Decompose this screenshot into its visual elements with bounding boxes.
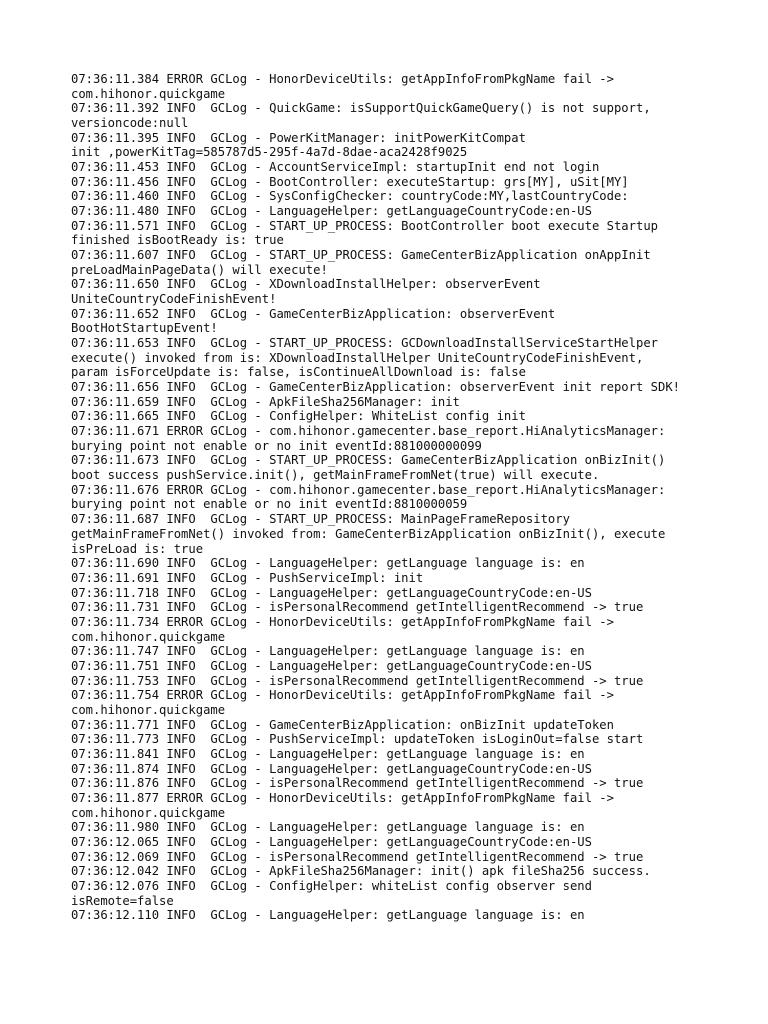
log-line: 07:36:11.671 ERROR GCLog - com.hihonor.gamecenter.base_report.HiAnalyticsManager:: [71, 424, 666, 439]
log-line: 07:36:11.453 INFO GCLog - AccountServiceImpl: startupInit end not login: [71, 160, 600, 175]
log-line: 07:36:12.076 INFO GCLog - ConfigHelper: whiteList config observer send: [71, 878, 592, 893]
log-line: 07:36:11.676 ERROR GCLog - com.hihonor.gamecenter.base_report.HiAnalyticsManager:: [71, 482, 666, 497]
log-line: param isForceUpdate is: false, isContinueAllDownload is: false: [71, 365, 526, 380]
log-line: 07:36:11.731 INFO GCLog - isPersonalRecommend getIntelligentRecommend -> true: [71, 600, 644, 615]
log-line: getMainFrameFromNet() invoked from: GameCenterBizApplication onBizInit(), execute: [71, 526, 666, 541]
log-line: 07:36:11.691 INFO GCLog - PushServiceImpl: init: [71, 570, 424, 585]
log-line: 07:36:11.659 INFO GCLog - ApkFileSha256Manager: init: [71, 394, 460, 409]
log-line: execute() invoked from is: XDownloadInstallHelper UniteCountryCodeFinishEvent,: [71, 350, 644, 365]
log-line: com.hihonor.quickgame: [71, 86, 226, 101]
log-line: 07:36:11.456 INFO GCLog - BootController: executeStartup: grs[MY], uSit[MY]: [71, 174, 629, 189]
log-line: versioncode:null: [71, 116, 189, 131]
log-line: 07:36:11.771 INFO GCLog - GameCenterBizApplication: onBizInit updateToken: [71, 717, 614, 732]
log-line: 07:36:12.065 INFO GCLog - LanguageHelper: getLanguageCountryCode:en-US: [71, 834, 592, 849]
log-line: 07:36:11.384 ERROR GCLog - HonorDeviceUtils: getAppInfoFromPkgName fail ->: [71, 72, 614, 86]
log-line: 07:36:11.751 INFO GCLog - LanguageHelper: getLanguageCountryCode:en-US: [71, 658, 592, 673]
log-line: com.hihonor.quickgame: [71, 805, 226, 820]
log-line: com.hihonor.quickgame: [71, 702, 226, 717]
log-line: 07:36:12.042 INFO GCLog - ApkFileSha256Manager: init() apk fileSha256 success.: [71, 864, 651, 879]
log-line: 07:36:11.734 ERROR GCLog - HonorDeviceUtils: getAppInfoFromPkgName fail ->: [71, 614, 614, 629]
log-line: burying point not enable or no init eventId:8810000059: [71, 497, 468, 512]
log-line: 07:36:11.687 INFO GCLog - START_UP_PROCESS: MainPageFrameRepository: [71, 512, 570, 527]
log-line: 07:36:12.110 INFO GCLog - LanguageHelper: getLanguage language is: en: [71, 908, 585, 923]
log-line: 07:36:11.754 ERROR GCLog - HonorDeviceUtils: getAppInfoFromPkgName fail ->: [71, 688, 614, 703]
log-line: 07:36:11.874 INFO GCLog - LanguageHelper: getLanguageCountryCode:en-US: [71, 761, 592, 776]
log-line: finished isBootReady is: true: [71, 233, 284, 248]
log-line: burying point not enable or no init eventId:881000000099: [71, 438, 482, 453]
log-line: 07:36:12.069 INFO GCLog - isPersonalRecommend getIntelligentRecommend -> true: [71, 849, 644, 864]
log-line: 07:36:11.607 INFO GCLog - START_UP_PROCESS: GameCenterBizApplication onAppInit: [71, 248, 651, 263]
log-line: 07:36:11.652 INFO GCLog - GameCenterBizApplication: observerEvent: [71, 306, 556, 321]
log-line: 07:36:11.392 INFO GCLog - QuickGame: isSupportQuickGameQuery() is not support,: [71, 101, 651, 116]
log-line: 07:36:11.877 ERROR GCLog - HonorDeviceUtils: getAppInfoFromPkgName fail ->: [71, 790, 614, 805]
log-line: 07:36:11.773 INFO GCLog - PushServiceImpl: updateToken isLoginOut=false start: [71, 732, 644, 747]
log-line: com.hihonor.quickgame: [71, 629, 226, 644]
log-line: 07:36:11.690 INFO GCLog - LanguageHelper: getLanguage language is: en: [71, 556, 585, 571]
log-line: BootHotStartupEvent!: [71, 321, 218, 336]
log-line: 07:36:11.876 INFO GCLog - isPersonalRecommend getIntelligentRecommend -> true: [71, 776, 644, 791]
log-text-block: [71, 72, 761, 923]
log-line: isRemote=false: [71, 893, 174, 908]
log-line: 07:36:11.841 INFO GCLog - LanguageHelper: getLanguage language is: en: [71, 746, 585, 761]
log-line: 07:36:11.653 INFO GCLog - START_UP_PROCESS: GCDownloadInstallServiceStartHelper: [71, 336, 658, 351]
log-line: 07:36:11.480 INFO GCLog - LanguageHelper: getLanguageCountryCode:en-US: [71, 204, 592, 219]
log-line: 07:36:11.718 INFO GCLog - LanguageHelper: getLanguageCountryCode:en-US: [71, 585, 592, 600]
log-line: isPreLoad is: true: [71, 541, 204, 556]
log-line: 07:36:11.395 INFO GCLog - PowerKitManager: initPowerKitCompat: [71, 130, 526, 145]
log-line: 07:36:11.673 INFO GCLog - START_UP_PROCESS: GameCenterBizApplication onBizInit(): [71, 453, 666, 468]
log-line: 07:36:11.650 INFO GCLog - XDownloadInstallHelper: observerEvent: [71, 277, 541, 292]
log-line: 07:36:11.747 INFO GCLog - LanguageHelper: getLanguage language is: en: [71, 644, 585, 659]
log-line: init ,powerKitTag=585787d5-295f-4a7d-8dae-aca2428f9025: [71, 145, 468, 160]
log-line: UniteCountryCodeFinishEvent!: [71, 292, 277, 307]
log-line: 07:36:11.753 INFO GCLog - isPersonalRecommend getIntelligentRecommend -> true: [71, 673, 644, 688]
log-line: 07:36:11.656 INFO GCLog - GameCenterBizApplication: observerEvent init report SDK!: [71, 380, 681, 395]
log-line: 07:36:11.980 INFO GCLog - LanguageHelper: getLanguage language is: en: [71, 820, 585, 835]
log-line: preLoadMainPageData() will execute!: [71, 262, 328, 277]
log-line: 07:36:11.571 INFO GCLog - START_UP_PROCESS: BootController boot execute Startup: [71, 218, 658, 233]
log-line: 07:36:11.460 INFO GCLog - SysConfigChecker: countryCode:MY,lastCountryCode:: [71, 189, 629, 204]
log-line: boot success pushService.init(), getMainFrameFromNet(true) will execute.: [71, 468, 600, 483]
log-line: 07:36:11.665 INFO GCLog - ConfigHelper: WhiteList config init: [71, 409, 526, 424]
